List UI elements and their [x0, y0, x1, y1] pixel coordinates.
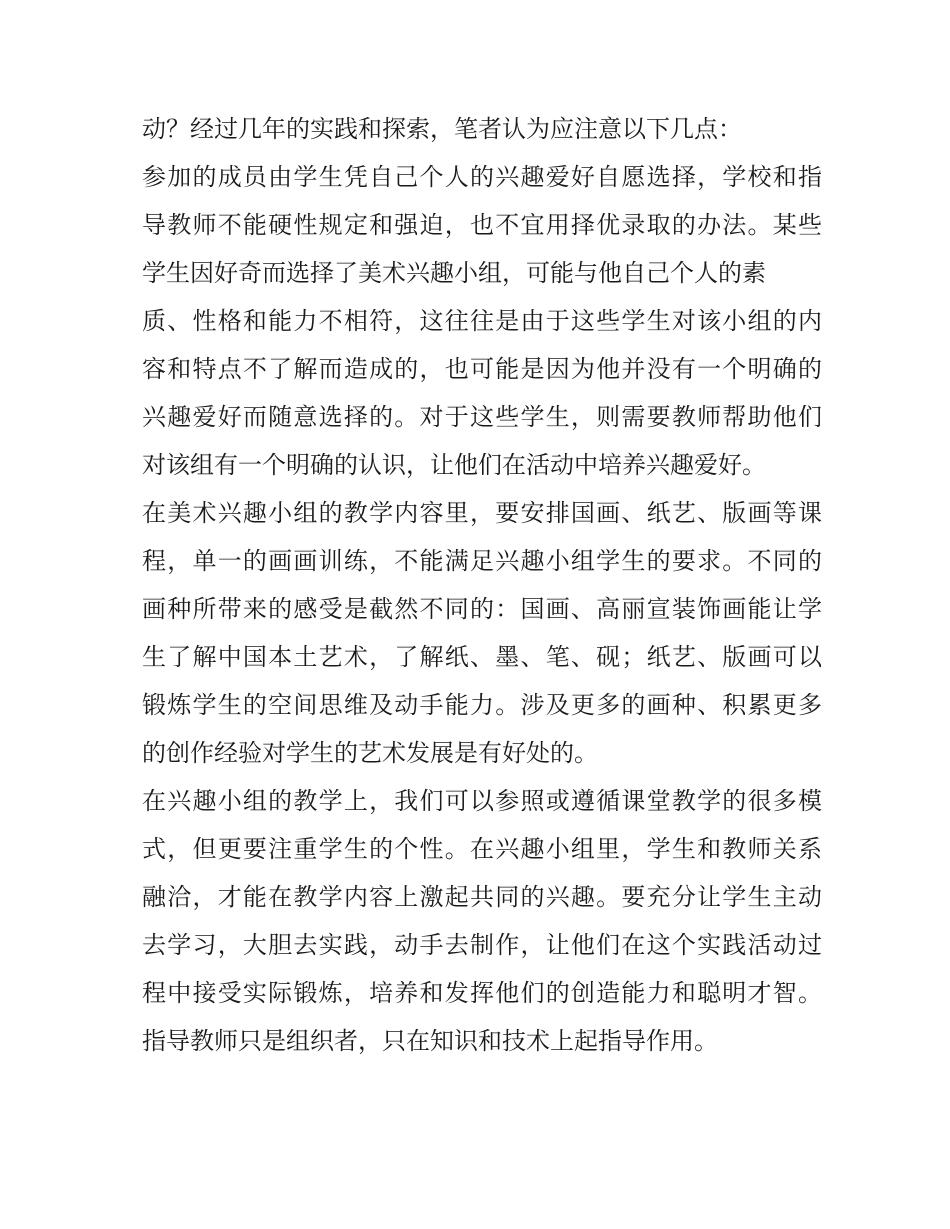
text-line: 容和特点不了解而造成的，也可能是因为他并没有一个明确的 — [142, 355, 822, 383]
text-line: 画种所带来的感受是截然不同的：国画、高丽宣装饰画能让学 — [142, 595, 822, 623]
text-line: 程中接受实际锻炼，培养和发挥他们的创造能力和聪明才智。 — [142, 979, 822, 1007]
text-line: 指导教师只是组织者，只在知识和技术上起指导作用。 — [142, 1027, 718, 1055]
text-line: 融洽，才能在教学内容上激起共同的兴趣。要充分让学生主动 — [142, 883, 822, 911]
text-line: 动？经过几年的实践和探索，笔者认为应注意以下几点： — [142, 115, 742, 143]
text-line: 学生因好奇而选择了美术兴趣小组，可能与他自己个人的素 — [142, 259, 766, 287]
text-line: 对该组有一个明确的认识，让他们在活动中培养兴趣爱好。 — [142, 451, 766, 479]
text-line: 锻炼学生的空间思维及动手能力。涉及更多的画种、积累更多 — [142, 691, 822, 719]
text-line: 兴趣爱好而随意选择的。对于这些学生，则需要教师帮助他们 — [142, 403, 822, 431]
document-body — [142, 105, 822, 1065]
text-line: 程，单一的画画训练，不能满足兴趣小组学生的要求。不同的 — [142, 547, 822, 575]
text-line: 在兴趣小组的教学上，我们可以参照或遵循课堂教学的很多模 — [142, 787, 822, 815]
text-line: 参加的成员由学生凭自己个人的兴趣爱好自愿选择，学校和指 — [142, 163, 822, 191]
text-line: 质、性格和能力不相符，这往往是由于这些学生对该小组的内 — [142, 307, 822, 335]
text-line: 生了解中国本土艺术，了解纸、墨、笔、砚；纸艺、版画可以 — [142, 643, 822, 671]
text-line: 的创作经验对学生的艺术发展是有好处的。 — [142, 739, 598, 767]
text-line: 在美术兴趣小组的教学内容里，要安排国画、纸艺、版画等课 — [142, 499, 822, 527]
text-line: 式，但更要注重学生的个性。在兴趣小组里，学生和教师关系 — [142, 835, 822, 863]
text-line: 导教师不能硬性规定和强迫，也不宜用择优录取的办法。某些 — [142, 211, 822, 239]
text-line: 去学习，大胆去实践，动手去制作，让他们在这个实践活动过 — [142, 931, 822, 959]
